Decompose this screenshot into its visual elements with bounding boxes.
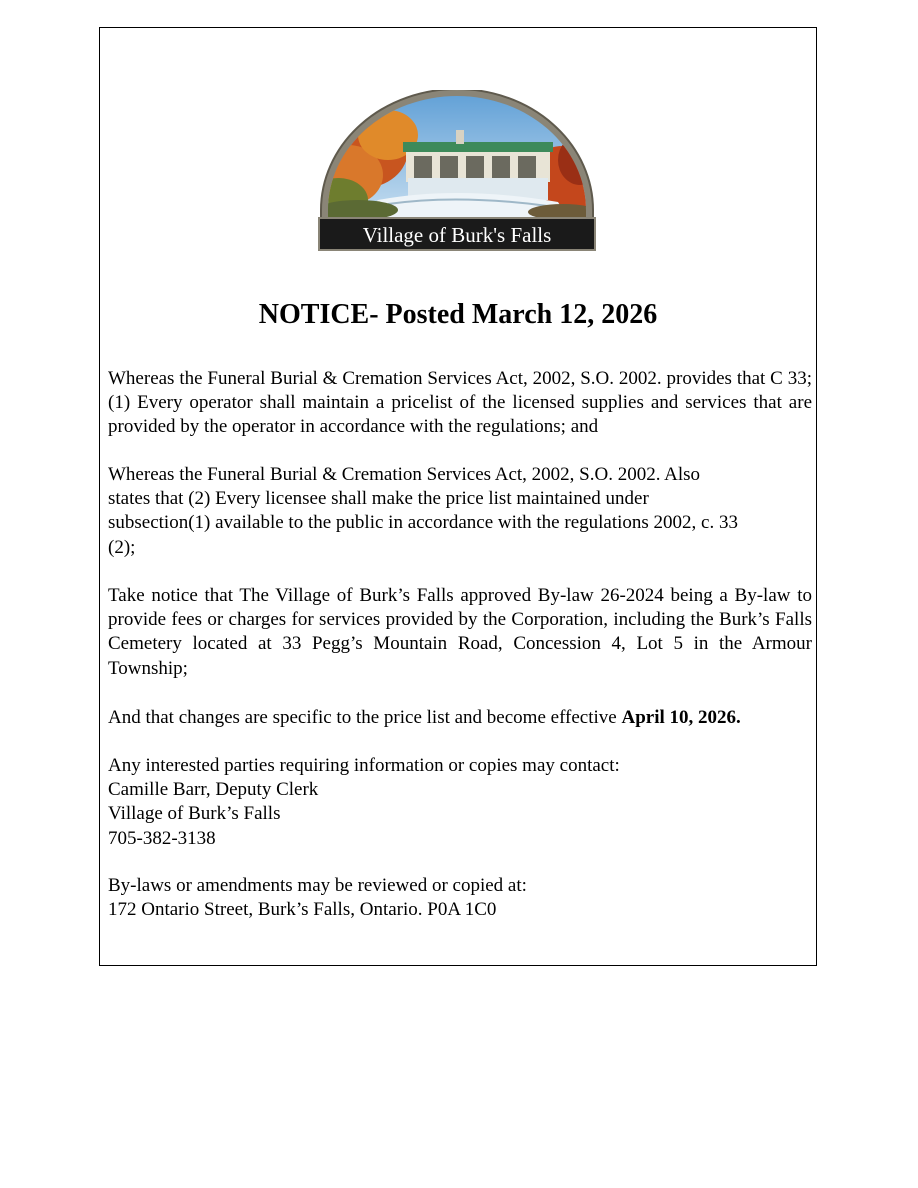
review-intro: By-laws or amendments may be reviewed or copied at: [108,875,527,896]
contact-name: Camille Barr, Deputy Clerk [108,779,319,801]
village-logo [318,90,596,252]
review-block [108,874,812,922]
contact-phone: 705-382-3138 [108,827,216,849]
page-title: NOTICE- Posted March 12, 2026 [258,299,658,330]
contact-org: Village of Burk’s Falls [108,803,281,825]
effective-text: And that changes are specific to the price list and become effective [108,707,622,728]
paragraph-line: (2); [108,536,136,558]
review-address: 172 Ontario Street, Burk’s Falls, Ontario. P0A 1C0 [108,899,497,921]
paragraph-effective-date [108,706,812,730]
paragraph-line: states that (2) Every licensee shall make the price list maintained under [108,488,649,510]
paragraph-act-licensee [108,463,812,560]
paragraph-bylaw: Take notice that The Village of Burk’s Falls approved By-law 26-2024 being a By-law to provide fees or charges for services provided by the Corporation, including the Burk’s Falls Cemetery located at 33 Pegg’s Mountain Road, Concession 4, Lot 5 in the Armour Township; [108,585,812,679]
contact-block [108,754,812,851]
logo-label: Village of Burk's Falls [362,223,552,247]
contact-intro: Any interested parties requiring information or copies may contact: [108,755,620,776]
effective-date: April 10, 2026. [621,707,741,728]
paragraph-line: Whereas the Funeral Burial & Cremation Services Act, 2002, S.O. 2002. Also [108,464,701,485]
paragraph-line: subsection(1) available to the public in accordance with the regulations 2002, c. 33 [108,512,738,534]
paragraph-act-pricelist: Whereas the Funeral Burial & Cremation Services Act, 2002, S.O. 2002. provides that C 33; (1) Every operator shall maintain a pricelist of the licensed supplies and services that are provided by the operator in accordance with the regulations; and [108,368,812,438]
